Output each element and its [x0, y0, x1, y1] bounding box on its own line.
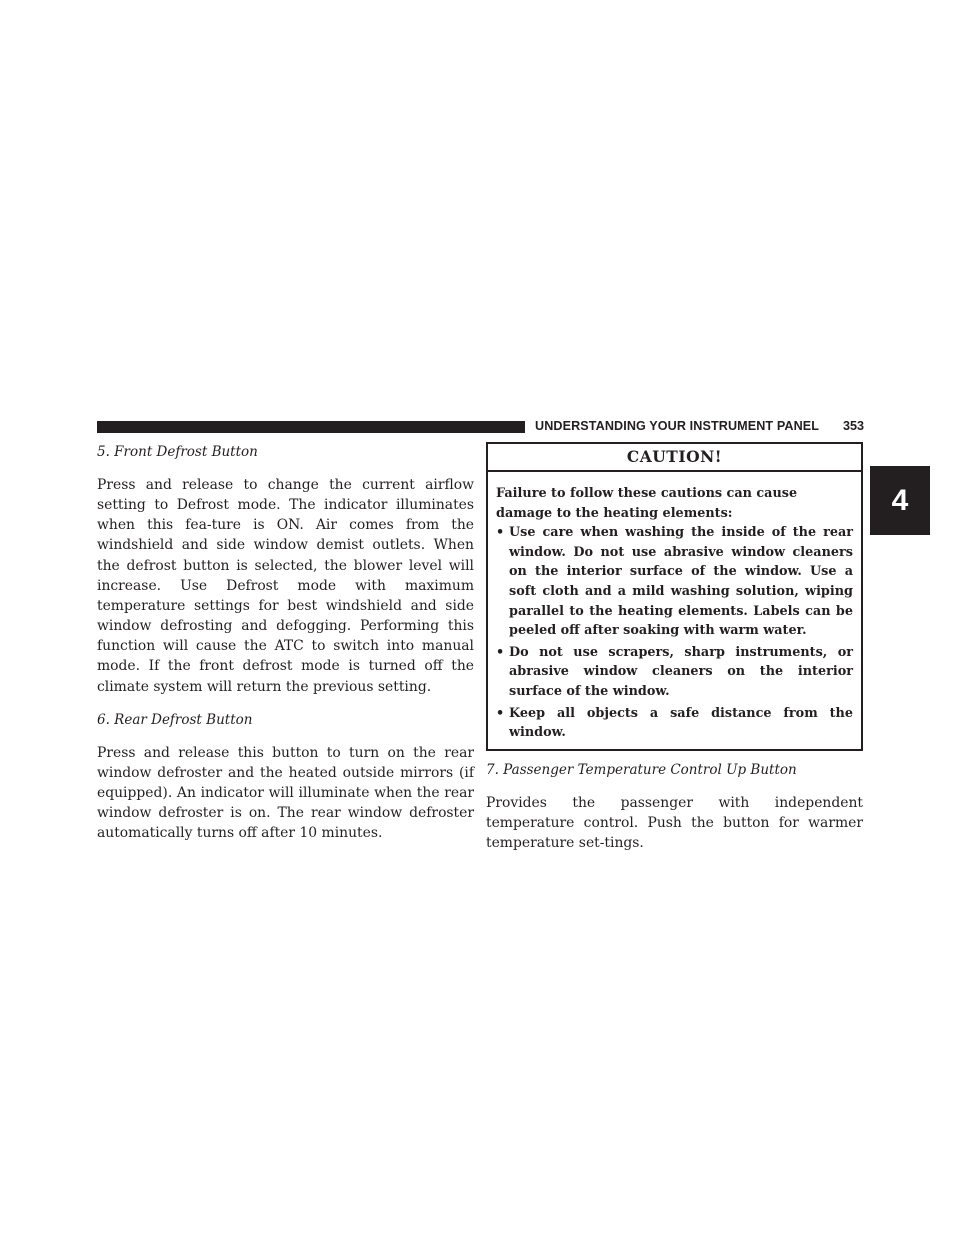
caution-item [496, 704, 853, 743]
caution-box [486, 442, 863, 751]
section-heading-rear-defrost: 6. Rear Defrost Button [97, 711, 253, 728]
bullet-icon: • [496, 644, 505, 660]
caution-intro: Failure to follow these cautions can cause damage to the heating elements: [496, 486, 798, 521]
page-number: 353 [843, 419, 865, 433]
section-heading-front-defrost: 5. Front Defrost Button [97, 444, 258, 460]
front-defrost-paragraph: Press and release to change the current airflow setting to Defrost mode. The indicator illuminates when this fea-ture is ON. Air comes from the windshield and side window demist outlets. When the defrost button is selected, the blower level will increase. Use Defrost mode with maximum temperature settings for best windshield and side window defrosting and defogging. Performing this function will cause the ATC to switch into manual mode. If the front defrost mode is turned off the climate system will return the previous setting. [97, 477, 474, 695]
caution-list [496, 523, 853, 743]
left-column [97, 442, 474, 857]
caution-item-text: Do not use scrapers, sharp instruments, or abrasive window cleaners on the interior surface of the window. [509, 644, 853, 699]
chapter-number: 4 [891, 483, 909, 517]
bullet-icon: • [496, 525, 505, 541]
header-rule [97, 421, 525, 433]
caution-item-text: Keep all objects a safe distance from the window. [509, 705, 853, 741]
running-header-title: UNDERSTANDING YOUR INSTRUMENT PANEL [535, 419, 820, 433]
caution-body [488, 472, 861, 749]
caution-item [496, 523, 853, 641]
bullet-icon: • [496, 705, 505, 721]
caution-item [496, 643, 853, 702]
caution-item-text: Use care when washing the inside of the rear window. Do not use abrasive window cleaners on the interior surface of the window. Use a soft cloth and a mild washing solution, wiping parallel to the heating elements. Labels can be peeled off after soaking with warm water. [509, 525, 853, 639]
passenger-temp-up-paragraph: Provides the passenger with independent temperature control. Push the button for warmer temperature set-tings. [486, 794, 863, 852]
section-heading-passenger-temp-up: 7. Passenger Temperature Control Up Button [486, 761, 797, 778]
caution-title: CAUTION! [488, 444, 861, 472]
rear-defrost-paragraph: Press and release this button to turn on the rear window defroster and the heated outside mirrors (if equipped). An indicator will illuminate when the rear window defroster is on. The rear window defroster automatically turns off after 10 minutes. [97, 744, 474, 842]
right-column [486, 442, 863, 866]
chapter-tab [870, 466, 930, 535]
